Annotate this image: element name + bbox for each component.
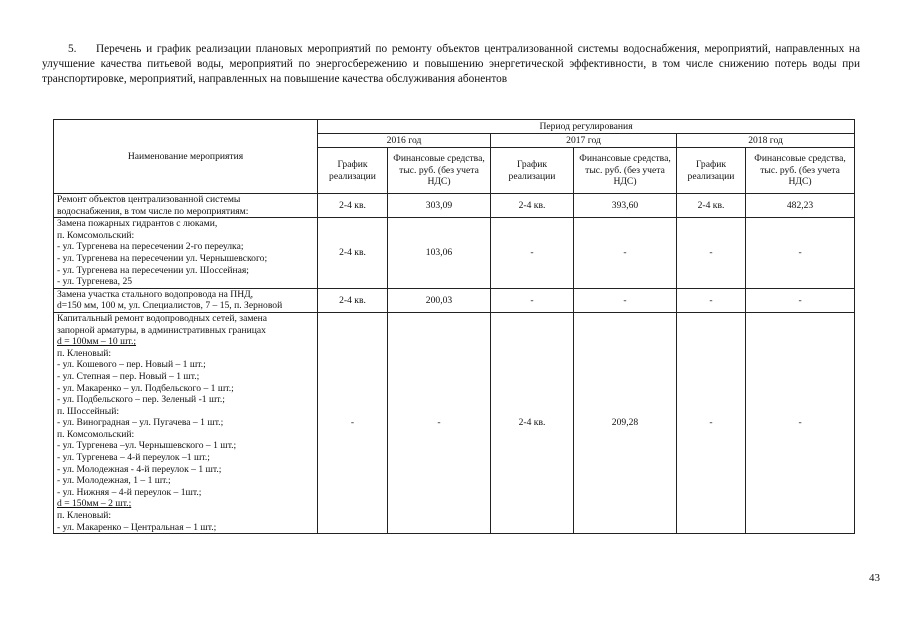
finance-2018-cell: 482,23 — [746, 194, 855, 218]
activity-name-line: - ул. Подбельского – пер. Зеленый -1 шт.; — [57, 394, 225, 406]
activity-name-line: d=150 мм, 100 м, ул. Специалистов, 7 – 15, п. Зерновой — [57, 300, 283, 312]
activity-name-line: п. Кленовый: — [57, 347, 112, 359]
schedule-2018-cell: 2-4 кв. — [677, 194, 746, 218]
activity-name-cell — [54, 312, 318, 533]
activity-name-line: - ул. Макаренко – ул. Подбельского – 1 шт.; — [57, 382, 234, 394]
schedule-2016-cell: 2-4 кв. — [318, 288, 388, 312]
activity-name-line: - ул. Макаренко – Центральная – 1 шт.; — [57, 521, 217, 533]
table-body — [54, 194, 855, 534]
activities-table — [53, 119, 855, 534]
activity-name-line: - ул. Тургенева –ул. Чернышевского – 1 шт.; — [57, 440, 237, 452]
finance-2018-cell: - — [746, 218, 855, 289]
header-activity-name: Наименование мероприятия — [54, 120, 318, 194]
activity-name-line: - ул. Кошевого – пер. Новый – 1 шт.; — [57, 359, 206, 371]
finance-2018-cell: - — [746, 288, 855, 312]
table-row — [54, 312, 855, 533]
schedule-2016-cell: 2-4 кв. — [318, 218, 388, 289]
activity-name-line: Замена пожарных гидрантов с люками, — [57, 218, 218, 230]
activity-name-line: - ул. Молодежная, 1 – 1 шт.; — [57, 475, 171, 487]
finance-2017-cell: 209,28 — [574, 312, 677, 533]
activity-name-line: d = 100мм – 10 шт.; — [57, 336, 137, 348]
finance-2018-cell: - — [746, 312, 855, 533]
activity-name-cell — [54, 194, 318, 218]
activity-name-line: п. Комсомольский: — [57, 428, 135, 440]
activity-name-line: п. Комсомольский: — [57, 229, 135, 241]
section-number: 5. — [68, 43, 77, 55]
activity-name-line: - ул. Виноградная – ул. Пугачева – 1 шт.; — [57, 417, 224, 429]
activity-name-line: Капитальный ремонт водопроводных сетей, замена — [57, 312, 268, 324]
activity-name-line: - ул. Молодежная - 4-й переулок – 1 шт.; — [57, 463, 222, 475]
activity-name-line: - ул. Тургенева на пересечении ул. Шоссейная; — [57, 264, 249, 276]
table-row — [54, 194, 855, 218]
schedule-2018-cell: - — [677, 288, 746, 312]
finance-2016-cell: 303,09 — [388, 194, 491, 218]
header-schedule-2018: График реализации — [677, 148, 746, 194]
activity-name-line: Замена участка стального водопровода на ПНД, — [57, 288, 254, 300]
schedule-2016-cell: - — [318, 312, 388, 533]
schedule-2017-cell: - — [491, 218, 574, 289]
schedule-2017-cell: 2-4 кв. — [491, 194, 574, 218]
finance-2016-cell: 103,06 — [388, 218, 491, 289]
activity-name-cell — [54, 218, 318, 289]
header-finance-2017: Финансовые средства, тыс. руб. (без учета НДС) — [574, 148, 677, 194]
schedule-2017-cell: 2-4 кв. — [491, 312, 574, 533]
table-row — [54, 288, 855, 312]
schedule-2017-cell: - — [491, 288, 574, 312]
section-heading — [42, 42, 860, 87]
section-heading-text: Перечень и график реализации плановых мероприятий по ремонту объектов централизованной системы водоснабжения, мероприятий, направленных на улучшение качества питьевой воды, мероприятий по энергосбережению и повышению энергетической эффективности, в том числе снижению потерь воды при транспортировке, мероприятий, направленных на повышение качества обслуживания абонентов — [42, 43, 860, 85]
header-period: Период регулирования — [318, 120, 855, 134]
activity-name-line: - ул. Тургенева на пересечении 2-го переулка; — [57, 241, 244, 253]
activity-name-line: - ул. Тургенева на пересечении ул. Чернышевского; — [57, 252, 268, 264]
activity-name-line: - ул. Степная – пер. Новый – 1 шт.; — [57, 370, 200, 382]
finance-2016-cell: - — [388, 312, 491, 533]
schedule-2018-cell: - — [677, 218, 746, 289]
finance-2017-cell: 393,60 — [574, 194, 677, 218]
activity-name-line: - ул. Нижняя – 4-й переулок – 1шт.; — [57, 486, 202, 498]
header-schedule-2016: График реализации — [318, 148, 388, 194]
schedule-2018-cell: - — [677, 312, 746, 533]
activity-name-cell — [54, 288, 318, 312]
header-finance-2018: Финансовые средства, тыс. руб. (без учета НДС) — [746, 148, 855, 194]
table-row — [54, 218, 855, 289]
activity-name-line: запорной арматуры, в административных границах — [57, 324, 266, 336]
activity-name-line: п. Кленовый: — [57, 510, 112, 522]
header-year-2018: 2018 год — [677, 134, 855, 148]
header-finance-2016: Финансовые средства, тыс. руб. (без учета НДС) — [388, 148, 491, 194]
page-number: 43 — [869, 572, 880, 584]
header-year-2016: 2016 год — [318, 134, 491, 148]
activity-name-line: п. Шоссейный: — [57, 405, 120, 417]
activity-name-line: d = 150мм – 2 шт.; — [57, 498, 132, 510]
header-year-2017: 2017 год — [491, 134, 677, 148]
finance-2016-cell: 200,03 — [388, 288, 491, 312]
header-schedule-2017: График реализации — [491, 148, 574, 194]
schedule-2016-cell: 2-4 кв. — [318, 194, 388, 218]
activity-name-line: водоснабжения, в том числе по мероприятиям: — [57, 205, 249, 217]
activity-name-line: - ул. Тургенева, 25 — [57, 276, 133, 288]
activity-name-line: - ул. Тургенева – 4-й переулок –1 шт.; — [57, 452, 210, 464]
finance-2017-cell: - — [574, 218, 677, 289]
activity-name-line: Ремонт объектов централизованной системы — [57, 194, 241, 205]
finance-2017-cell: - — [574, 288, 677, 312]
